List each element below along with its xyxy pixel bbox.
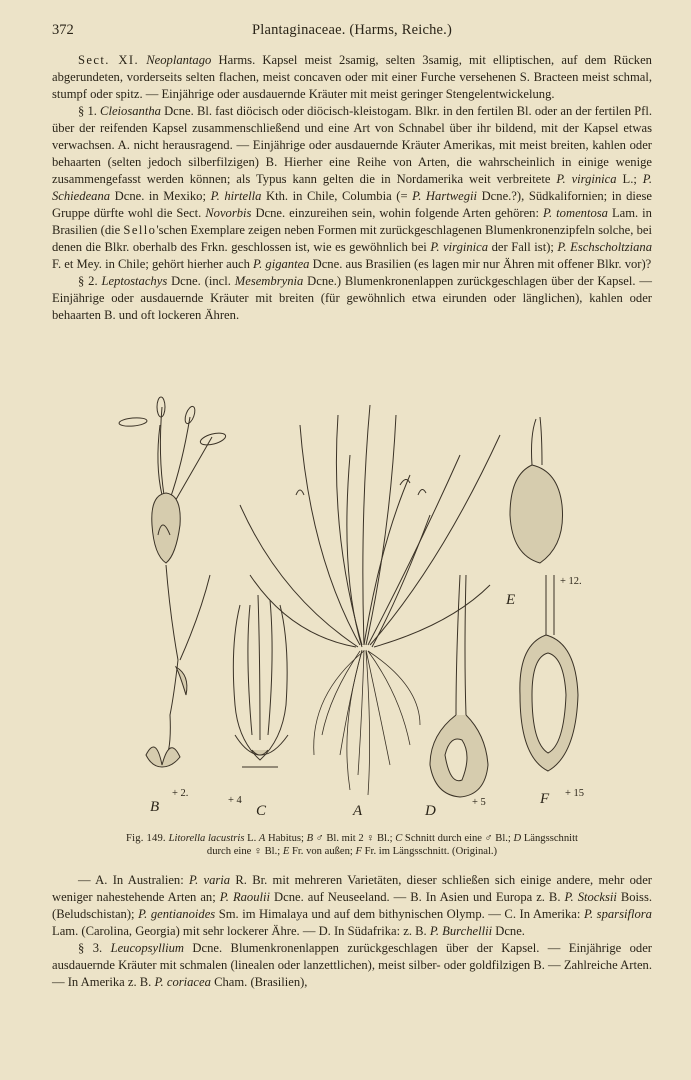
text-run: Fr. von außen; <box>289 846 356 857</box>
text-run: Schnitt durch eine ♂ Bl.; <box>402 833 514 844</box>
text-run: § 3. <box>78 941 111 955</box>
text-run: P. gentianoides <box>138 907 216 921</box>
text-run: Leucopsyllium <box>110 941 185 955</box>
text-run: B <box>306 833 314 844</box>
paragraph-distribution <box>52 872 652 940</box>
panel-f-drawing <box>520 575 578 771</box>
paragraph-leptostachys <box>52 273 652 324</box>
text-run: F. et Mey. in Chile; gehört hierher auch <box>52 257 254 271</box>
paragraph-cleiosantha <box>52 103 652 273</box>
magnification-c: + 4 <box>228 795 242 806</box>
text-run: Fig. 149. <box>126 833 169 844</box>
text-run: P. Stocksii <box>564 890 617 904</box>
text-run: Cham. (Brasilien), <box>210 975 308 989</box>
text-run: § 1. <box>78 104 101 118</box>
text-run: E <box>282 846 290 857</box>
text-run: Dcne. <box>492 924 525 938</box>
text-run: P. Burchellii <box>429 924 493 938</box>
panel-d-drawing <box>430 575 488 797</box>
text-run: Kth. in Chile, Columbia (= <box>261 189 413 203</box>
text-run: P. coriacea <box>154 975 211 989</box>
text-run: Lam. (Carolina, Georgia) mit sehr lockerer Ähre. — D. In Südafrika: z. B. <box>52 924 430 938</box>
text-run: Dcne. aus Brasilien (es lagen mir nur Ähren mit offener Blkr. vor)? <box>309 257 652 271</box>
text-run: P. varia <box>189 873 231 887</box>
text-run: P. virginica <box>556 172 617 186</box>
text-run: Sello <box>123 223 157 237</box>
caption-line-2 <box>52 845 652 858</box>
caption-line-1 <box>52 832 652 845</box>
magnification-f: + 15 <box>565 788 585 799</box>
panel-c-drawing <box>233 595 288 767</box>
text-run: der Fall ist); <box>488 240 558 254</box>
text-run: C <box>395 833 403 844</box>
text-run: P. Eschscholtziana <box>557 240 653 254</box>
text-run: P. Schiedeana <box>52 172 653 203</box>
text-run: § 2. <box>78 274 102 288</box>
litorella-illustration <box>100 395 620 825</box>
panel-e-drawing <box>510 417 563 563</box>
text-run: Lam. in Brasilien (die <box>52 206 652 237</box>
paragraph-leucopsyllium <box>52 940 652 991</box>
text-run: F <box>355 846 363 857</box>
text-run: P. tomentosa <box>542 206 608 220</box>
text-run: P. gigantea <box>253 257 310 271</box>
text-run: Dcne. in Mexiko; <box>110 189 211 203</box>
text-run: Fr. im Längsschnitt. (Original.) <box>362 846 498 857</box>
text-run: D <box>513 833 522 844</box>
body-text-top <box>52 52 652 324</box>
text-run: P. hirtella <box>210 189 262 203</box>
figure-label-a: A <box>353 803 363 819</box>
figure-label-e: E <box>506 592 516 608</box>
text-run: P. Hartwegii <box>412 189 478 203</box>
figure-label-c: C <box>256 803 267 819</box>
text-run: P. Raoulii <box>219 890 271 904</box>
text-run: — A. In Australien: <box>78 873 190 887</box>
text-run: Dcne. Bl. fast diöcisch oder diöcisch-kleistogam. Blkr. in den fertilen Bl. oder an der fertilen Pfl. über der reifenden Kapsel zusammenschließend und eine Art von Schnabel über ihr bildend, mit der Kapsel etwas verwachsen. A. nicht herausragend. — Einjährige oder ausdauernde Kräuter Amerikas, mit meist breiten, kahlen oder behaarten (selten jedoch silberfilzigen) B. Hierher eine Reihe von Arten, die wahrscheinlich in einige wenige zusammengefasst werden können; als Typus kann gelten die in Nordamerika weit verbreitete <box>52 104 652 186</box>
text-run: ♂ Bl. mit 2 ♀ Bl.; <box>313 833 396 844</box>
text-run: Längsschnitt <box>521 833 578 844</box>
text-run: Dcne.?), Südkalifornien; in diese Gruppe dürfte wohl die Sect. <box>52 189 652 220</box>
text-run: Dcne. (incl. <box>167 274 235 288</box>
figure-label-b: B <box>150 799 160 815</box>
text-run: Sm. im Himalaya und auf dem bithynischen Olymp. — C. In Amerika: <box>215 907 584 921</box>
figure-label-d: D <box>425 803 436 819</box>
page-number: 372 <box>52 22 74 38</box>
paragraph-sect-xi <box>52 52 652 103</box>
running-title: Plantaginaceae. (Harms, Reiche.) <box>251 22 453 38</box>
text-run: Habitus; <box>265 833 307 844</box>
text-run: L.; <box>616 172 643 186</box>
text-run: P. virginica <box>430 240 489 254</box>
text-run: durch eine ♀ Bl.; <box>206 846 283 857</box>
panel-b-drawing <box>119 397 227 767</box>
text-run: Harms. Kapsel meist 2samig, selten 3samig, mit elliptischen, auf dem Rücken abgerundeten, vorderseits selten flachen, meist concaven oder mit einer Furche versehenen S. Bracteen meist schmal, stumpf oder spitz. — Einjährige oder ausdauernde Kräuter mit meist geringer Stengelentwickelung. <box>52 53 652 101</box>
text-run: 'schen Exemplare zeigen neben Formen mit zurückgeschlagenen Blumenkronenzipfeln solche, bei denen die Blkr. oberhalb des Frkn. geschlossen ist, wie es gewöhnlich bei <box>52 223 652 254</box>
text-run: P. sparsiflora <box>583 907 652 921</box>
text-run: Neoplantago <box>146 53 212 67</box>
figure-label-f: F <box>540 791 550 807</box>
botanical-figure <box>100 395 620 825</box>
text-run: Sect. XI. <box>78 53 140 67</box>
text-run: Dcne. Blumenkronenlappen zurückgeschlagen über der Kapsel. — Einjährige oder ausdauernde Kräuter mit schmalen (linealen oder lanzettlichen), meist silber- oder goldfilzigen B. — Zahlreiche Arten. — In Amerika z. B. <box>52 941 653 989</box>
text-run: Cleiosantha <box>100 104 161 118</box>
page-header <box>52 22 652 42</box>
figure-caption <box>52 832 652 858</box>
text-run: Leptostachys <box>101 274 168 288</box>
magnification-d: + 5 <box>472 797 486 808</box>
text-run: Novorbis <box>205 206 252 220</box>
text-run: R. Br. mit mehreren Varietäten, dieser schließen sich einige andere, mehr oder weniger nahestehende Arten an; <box>52 873 653 904</box>
text-run: A <box>258 833 266 844</box>
body-text-bottom <box>52 872 652 991</box>
text-run: Dcne. einzureihen sein, wohin folgende Arten gehören: <box>251 206 543 220</box>
magnification-b: + 2. <box>172 788 189 799</box>
magnification-e: + 12. <box>560 576 582 587</box>
text-run: Litorella lacustris <box>168 833 245 844</box>
text-run: Boiss. (Beludschistan); <box>52 890 653 921</box>
text-run: Dcne.) Blumenkronenlappen zurückgeschlagen über der Kapsel. — Einjährige oder ausdauernde Kräuter mit breiten (für gewöhnlich etwa eirunden oder länglichen), kahlen oder behaarten B. und oft lockeren Ähren. <box>52 274 652 322</box>
text-run: Dcne. auf Neuseeland. — B. In Asien und Europa z. B. <box>270 890 565 904</box>
text-run: Mesembrynia <box>234 274 304 288</box>
text-run: L. <box>244 833 259 844</box>
